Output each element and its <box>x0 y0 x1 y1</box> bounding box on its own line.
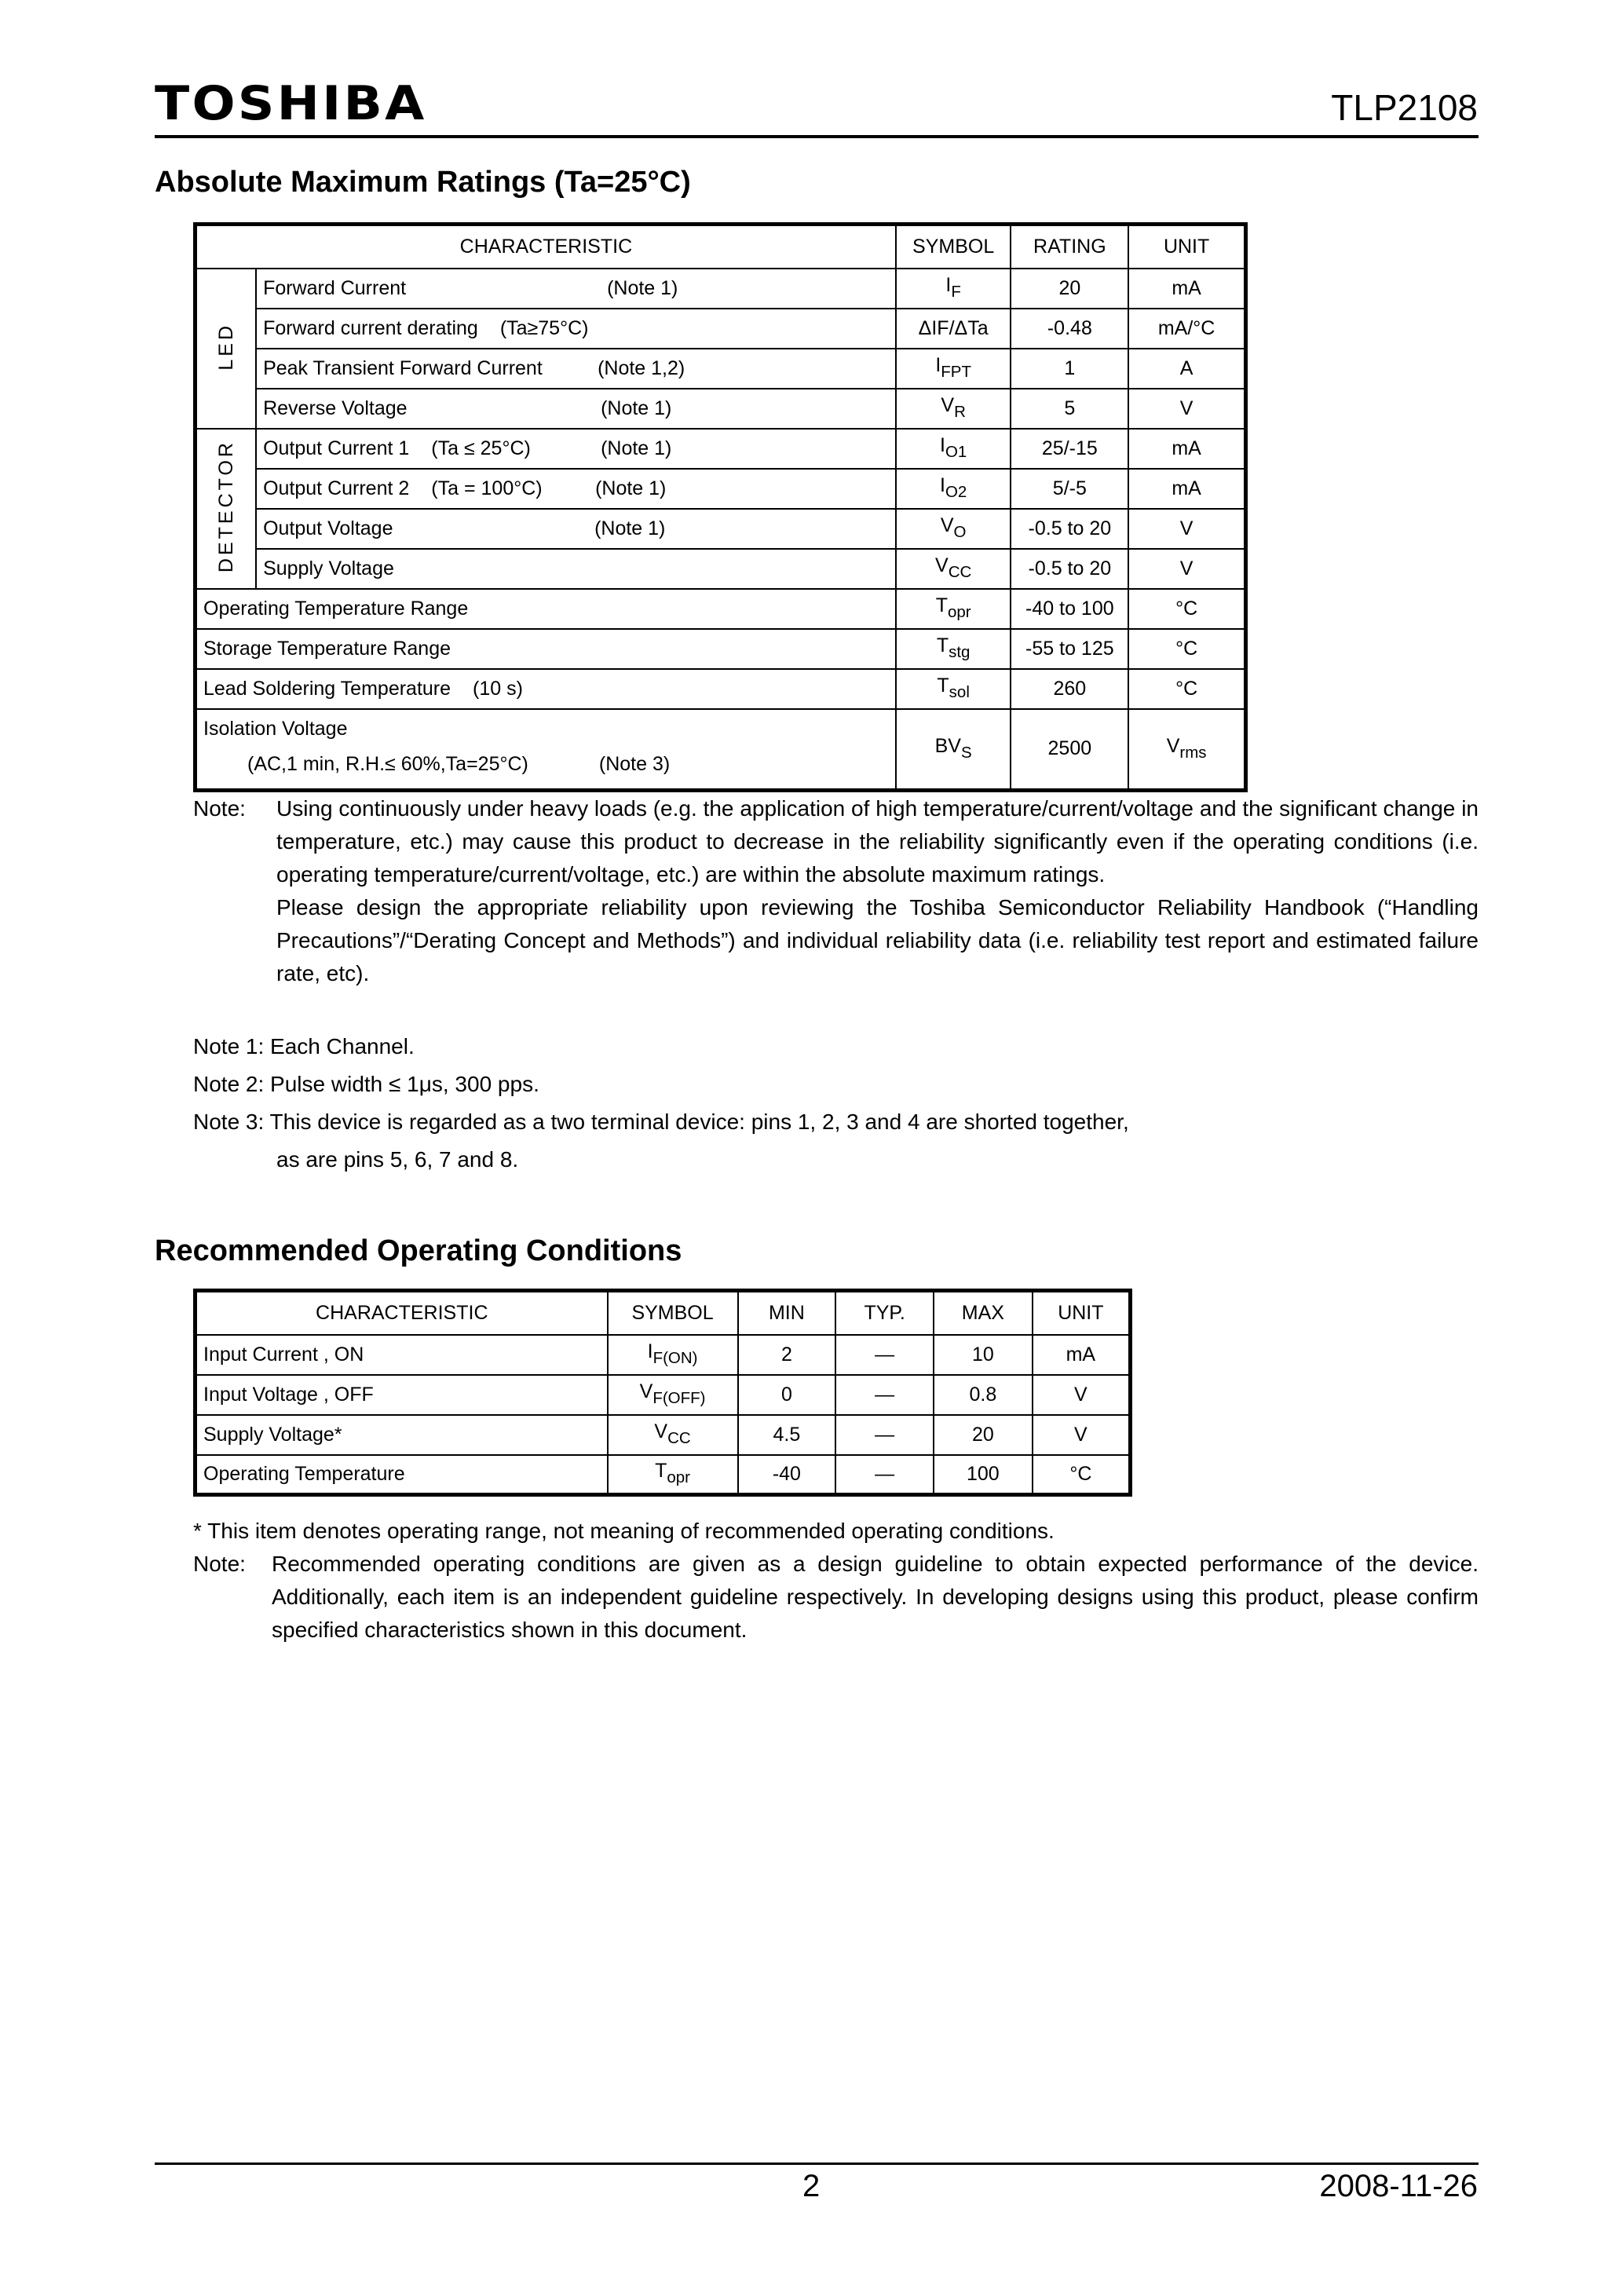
abs-main-note <box>193 792 1479 990</box>
col-rating: RATING <box>1011 225 1128 269</box>
symbol-subscript: O <box>953 523 967 542</box>
symbol: I <box>935 354 941 377</box>
typ-cell: — <box>835 1335 934 1375</box>
characteristic-condition: (Ta ≤ 25°C) <box>431 437 531 459</box>
unit: mA <box>1172 477 1201 499</box>
characteristic-cell <box>256 269 896 309</box>
symbol-subscript: opr <box>947 603 971 622</box>
characteristic-cell <box>196 669 896 709</box>
note-2: Note 2: Pulse width ≤ 1μs, 300 pps. <box>193 1072 539 1096</box>
characteristic-cell: Supply Voltage* <box>196 1415 608 1455</box>
characteristic-cell <box>196 709 896 791</box>
header-divider <box>155 135 1479 138</box>
col-characteristic: CHARACTERISTIC <box>196 1291 608 1335</box>
symbol-cell <box>896 269 1011 309</box>
characteristic-name: Output Voltage <box>263 517 393 539</box>
symbol-cell <box>608 1375 738 1415</box>
symbol-subscript: F(ON) <box>652 1349 698 1368</box>
symbol-cell <box>608 1455 738 1495</box>
typ-cell: — <box>835 1375 934 1415</box>
characteristic-condition: (10 s) <box>473 677 523 700</box>
unit: V <box>1179 397 1193 419</box>
characteristic-cell: Operating Temperature <box>196 1455 608 1495</box>
unit: A <box>1179 356 1193 379</box>
symbol-subscript: F <box>951 283 961 302</box>
characteristic-cell <box>256 469 896 509</box>
symbol-subscript: O2 <box>945 483 967 502</box>
unit-cell <box>1128 589 1245 629</box>
unit-cell: mA <box>1033 1335 1131 1375</box>
symbol-cell <box>896 309 1011 349</box>
rating-cell: 20 <box>1011 269 1128 309</box>
table-row <box>196 349 1246 389</box>
unit-cell <box>1128 509 1245 549</box>
note-label: Note: <box>193 1552 246 1576</box>
characteristic-condition: (Ta = 100°C) <box>431 477 543 499</box>
note-paragraph-1: Using continuously under heavy loads (e.g. the application of high temperature/current/voltage and the significant change in temperature, etc.) may cause this product to decrease in the reliability significantly even if the operating conditions (i.e. operating temperature/current/voltage, etc.) are within the absolute maximum ratings. <box>276 796 1479 887</box>
rating-cell: -0.5 to 20 <box>1011 549 1128 589</box>
characteristic-note: (Note 1,2) <box>598 356 685 379</box>
characteristic-name: Peak Transient Forward Current <box>263 356 543 379</box>
rating-cell: 1 <box>1011 349 1128 389</box>
symbol: V <box>941 394 955 417</box>
max-cell: 20 <box>934 1415 1033 1455</box>
characteristic-note: (Note 1) <box>601 397 672 419</box>
part-number: TLP2108 <box>1331 87 1478 128</box>
group-label: DETECTOR <box>214 440 237 573</box>
asterisk-note: * This item denotes operating range, not meaning of recommended operating conditions. <box>193 1519 1055 1543</box>
symbol: T <box>655 1460 667 1483</box>
min-cell: 0 <box>738 1375 836 1415</box>
characteristic-note: (Note 1) <box>595 477 667 499</box>
symbol-cell <box>896 389 1011 429</box>
characteristic-name: Storage Temperature Range <box>203 637 451 660</box>
table-row <box>196 469 1246 509</box>
characteristic-name: Reverse Voltage <box>263 397 408 419</box>
table-row <box>196 1455 1131 1495</box>
footer-date: 2008-11-26 <box>1319 2169 1478 2203</box>
unit-cell <box>1128 629 1245 669</box>
note-text <box>272 1548 1479 1647</box>
characteristic-note: (Note 3) <box>598 752 671 775</box>
note-3-continued: as are pins 5, 6, 7 and 8. <box>276 1147 519 1172</box>
symbol-cell <box>896 429 1011 469</box>
footer-divider <box>155 2163 1479 2165</box>
note-1: Note 1: Each Channel. <box>193 1034 415 1058</box>
characteristic-cell <box>256 349 896 389</box>
table-row <box>196 1335 1131 1375</box>
unit: V <box>1166 734 1180 757</box>
characteristic-line <box>263 439 889 459</box>
rec-op-note <box>193 1548 1479 1647</box>
unit: mA <box>1172 437 1201 459</box>
unit-cell <box>1128 709 1245 791</box>
characteristic-condition: (AC,1 min, R.H.≤ 60%,Ta=25°C) <box>247 752 528 775</box>
unit-cell <box>1128 549 1245 589</box>
unit-cell <box>1128 469 1245 509</box>
rating-cell: -0.5 to 20 <box>1011 509 1128 549</box>
table-row <box>196 669 1246 709</box>
characteristic-name: Supply Voltage <box>263 557 394 579</box>
characteristic-name: Forward current derating <box>263 316 478 339</box>
unit-cell: V <box>1033 1375 1131 1415</box>
symbol-subscript: stg <box>949 643 971 662</box>
note-text <box>276 792 1479 990</box>
unit-cell <box>1128 669 1245 709</box>
table-row <box>196 1415 1131 1455</box>
brand-logo: TOSHIBA <box>155 76 427 131</box>
unit: °C <box>1175 677 1198 700</box>
unit-cell <box>1128 429 1245 469</box>
symbol-cell <box>896 629 1011 669</box>
symbol-subscript: sol <box>949 683 970 702</box>
col-max: MAX <box>934 1291 1033 1335</box>
characteristic-line <box>203 599 889 619</box>
note-paragraph-2: Please design the appropriate reliability upon reviewing the Toshiba Semiconductor Reliability Handbook (“Handling Precautions”/“Derating Concept and Methods”) and individual reliability data (i.e. reliability test report and estimated failure rate, etc). <box>276 895 1479 985</box>
symbol: T <box>935 594 948 617</box>
symbol: BV <box>934 734 961 757</box>
rec-op-table <box>193 1289 1132 1497</box>
unit: V <box>1179 517 1193 539</box>
symbol-cell <box>896 549 1011 589</box>
unit-cell: °C <box>1033 1455 1131 1495</box>
note-paragraph: Recommended operating conditions are given as a design guideline to obtain expected performance of the device. Additionally, each item is an independent guideline respectively. In developing designs using this product, please confirm specified characteristics shown in this document. <box>272 1552 1479 1642</box>
symbol-cell <box>608 1415 738 1455</box>
symbol: V <box>639 1380 653 1403</box>
characteristic-cell <box>256 429 896 469</box>
characteristic-line <box>263 519 889 539</box>
characteristic-condition-line <box>203 752 889 775</box>
min-cell: 4.5 <box>738 1415 836 1455</box>
characteristic-cell <box>256 509 896 549</box>
characteristic-line <box>263 479 889 499</box>
unit-cell <box>1128 349 1245 389</box>
symbol-subscript: O1 <box>945 443 967 462</box>
rec-op-title: Recommended Operating Conditions <box>155 1234 682 1267</box>
symbol: T <box>936 634 949 657</box>
symbol-cell <box>896 669 1011 709</box>
page-number: 2 <box>802 2169 821 2203</box>
rating-cell: 5/-5 <box>1011 469 1128 509</box>
rating-cell: -0.48 <box>1011 309 1128 349</box>
table-row <box>196 709 1246 791</box>
characteristic-cell: Input Current , ON <box>196 1335 608 1375</box>
note-3: Note 3: This device is regarded as a two terminal device: pins 1, 2, 3 and 4 are shorted together, <box>193 1110 1129 1134</box>
rating-cell: 25/-15 <box>1011 429 1128 469</box>
characteristic-cell: Input Voltage , OFF <box>196 1375 608 1415</box>
unit: mA <box>1172 276 1201 299</box>
characteristic-line <box>263 356 889 379</box>
unit-cell: V <box>1033 1415 1131 1455</box>
table-row <box>196 629 1246 669</box>
characteristic-name: Output Current 1 <box>263 437 410 459</box>
characteristic-name: Output Current 2 <box>263 477 410 499</box>
unit: mA/°C <box>1157 316 1215 339</box>
max-cell: 10 <box>934 1335 1033 1375</box>
characteristic-note: (Note 1) <box>594 517 666 539</box>
group-detector <box>196 429 257 589</box>
characteristic-cell <box>196 589 896 629</box>
symbol-cell <box>896 589 1011 629</box>
symbol-subscript: R <box>954 403 966 422</box>
characteristic-line <box>263 559 889 579</box>
max-cell: 100 <box>934 1455 1033 1495</box>
rating-cell: 2500 <box>1011 709 1128 791</box>
table-row <box>196 389 1246 429</box>
symbol: I <box>939 434 945 457</box>
rating-cell: 260 <box>1011 669 1128 709</box>
symbol: V <box>654 1420 668 1443</box>
table-row <box>196 549 1246 589</box>
characteristic-line <box>263 399 889 419</box>
table-header-row <box>196 1291 1131 1335</box>
rating-cell: 5 <box>1011 389 1128 429</box>
characteristic-line <box>263 316 889 339</box>
abs-max-table <box>193 222 1248 792</box>
unit-cell <box>1128 269 1245 309</box>
unit-cell <box>1128 389 1245 429</box>
symbol-subscript: CC <box>667 1429 691 1448</box>
symbol: ΔIF/ΔTa <box>918 316 989 339</box>
symbol-cell <box>896 469 1011 509</box>
typ-cell: — <box>835 1415 934 1455</box>
group-led <box>196 269 257 429</box>
symbol: I <box>647 1340 653 1363</box>
symbol: V <box>940 514 954 537</box>
table-row <box>196 589 1246 629</box>
unit: V <box>1179 557 1193 579</box>
table-row <box>196 509 1246 549</box>
symbol-cell <box>896 349 1011 389</box>
col-unit: UNIT <box>1033 1291 1131 1335</box>
characteristic-name: Forward Current <box>263 276 407 299</box>
characteristic-cell <box>256 389 896 429</box>
characteristic-note: (Note 1) <box>607 276 678 299</box>
typ-cell: — <box>835 1455 934 1495</box>
symbol: I <box>939 474 945 497</box>
col-min: MIN <box>738 1291 836 1335</box>
symbol-cell <box>896 709 1011 791</box>
max-cell: 0.8 <box>934 1375 1033 1415</box>
symbol: T <box>937 675 949 697</box>
min-cell: 2 <box>738 1335 836 1375</box>
table-row <box>196 429 1246 469</box>
table-row <box>196 309 1246 349</box>
unit: °C <box>1175 597 1198 620</box>
symbol-cell <box>608 1335 738 1375</box>
characteristic-cell <box>256 309 896 349</box>
characteristic-line <box>203 639 889 659</box>
characteristic-line <box>263 276 889 299</box>
characteristic-name: Lead Soldering Temperature <box>203 677 451 700</box>
table-header-row <box>196 225 1246 269</box>
table-row <box>196 1375 1131 1415</box>
symbol-subscript: CC <box>948 563 972 582</box>
characteristic-cell <box>196 629 896 669</box>
col-unit: UNIT <box>1128 225 1245 269</box>
col-symbol: SYMBOL <box>608 1291 738 1335</box>
symbol-cell <box>896 509 1011 549</box>
min-cell: -40 <box>738 1455 836 1495</box>
symbol-subscript: S <box>960 744 972 762</box>
note-label: Note: <box>193 796 246 821</box>
symbol-subscript: FPT <box>941 363 971 382</box>
characteristic-name: Isolation Voltage <box>203 717 348 740</box>
col-characteristic: CHARACTERISTIC <box>196 225 896 269</box>
symbol-subscript: F(OFF) <box>652 1389 706 1408</box>
col-symbol: SYMBOL <box>896 225 1011 269</box>
characteristic-note: (Note 1) <box>601 437 672 459</box>
characteristic-cell <box>256 549 896 589</box>
rating-cell: -55 to 125 <box>1011 629 1128 669</box>
unit-subscript: rms <box>1179 744 1207 762</box>
characteristic-condition: (Ta≥75°C) <box>499 316 589 339</box>
symbol: V <box>935 554 949 577</box>
table-row <box>196 269 1246 309</box>
unit-cell <box>1128 309 1245 349</box>
characteristic-line <box>203 679 889 699</box>
symbol: I <box>945 274 952 297</box>
symbol-subscript: opr <box>667 1468 691 1487</box>
rating-cell: -40 to 100 <box>1011 589 1128 629</box>
abs-max-title: Absolute Maximum Ratings (Ta=25°C) <box>155 166 691 199</box>
unit: °C <box>1175 637 1198 660</box>
characteristic-name: Operating Temperature Range <box>203 597 469 620</box>
group-label: LED <box>214 322 237 371</box>
col-typ: TYP. <box>835 1291 934 1335</box>
